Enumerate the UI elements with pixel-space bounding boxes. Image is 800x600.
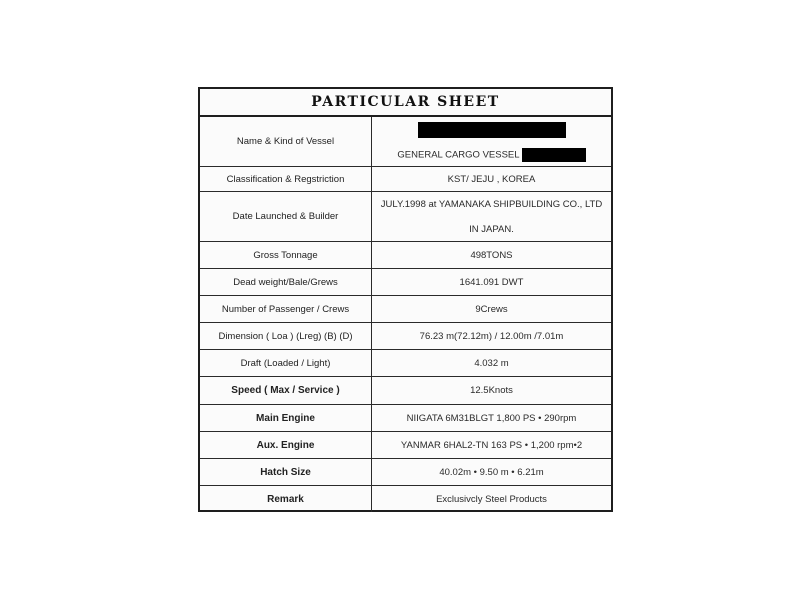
table-row (200, 117, 611, 167)
row-label: Gross Tonnage (200, 242, 372, 268)
row-value: 12.5Knots (470, 385, 513, 396)
row-label: Aux. Engine (200, 432, 372, 458)
vessel-kind: GENERAL CARGO VESSEL (397, 149, 520, 161)
table-row (200, 323, 611, 350)
row-label: Date Launched & Builder (200, 192, 372, 241)
builder-country: IN JAPAN. (469, 223, 514, 235)
row-label: Number of Passenger / Crews (200, 296, 372, 322)
table-row (200, 486, 611, 512)
row-value: KST/ JEJU , KOREA (447, 173, 536, 185)
row-label: Name & Kind of Vessel (200, 117, 372, 166)
row-label: Hatch Size (200, 459, 372, 485)
row-value: Exclusivcly Steel Products (436, 493, 547, 505)
table-row (200, 296, 611, 323)
table-row (200, 350, 611, 377)
redacted-vessel-suffix (522, 148, 586, 162)
row-value: 498TONS (470, 249, 513, 261)
table-row (200, 405, 611, 432)
row-value: 40.02m • 9.50 m • 6.21m (439, 466, 544, 478)
row-value: 9Crews (475, 303, 508, 315)
row-label: Remark (200, 486, 372, 512)
row-value (372, 192, 611, 241)
table-row (200, 269, 611, 296)
row-label: Draft (Loaded / Light) (200, 350, 372, 376)
row-value: 76.23 m(72.12m) / 12.00m /7.01m (419, 330, 564, 342)
row-label: Dead weight/Bale/Grews (200, 269, 372, 295)
row-value: YANMAR 6HAL2-TN 163 PS • 1,200 rpm•2 (400, 439, 583, 451)
table-row (200, 242, 611, 269)
row-label: Dimension ( Loa ) (Lreg) (B) (D) (200, 323, 372, 349)
row-label: Speed ( Max / Service ) (200, 377, 372, 404)
table-row (200, 432, 611, 459)
particulars-table (200, 117, 611, 512)
row-label: Main Engine (200, 405, 372, 431)
row-value: NIIGATA 6M31BLGT 1,800 PS • 290rpm (406, 412, 577, 424)
row-value (372, 117, 611, 166)
table-row (200, 377, 611, 405)
table-row (200, 459, 611, 486)
row-value: 4.032 m (474, 357, 509, 369)
table-row (200, 192, 611, 242)
particular-sheet (198, 87, 613, 512)
table-row (200, 167, 611, 192)
launch-date-builder: JULY.1998 at YAMANAKA SHIPBUILDING CO., LTD (380, 198, 603, 210)
redacted-vessel-name (418, 122, 566, 138)
sheet-title: PARTICULAR SHEET (200, 89, 611, 117)
row-value: 1641.091 DWT (459, 276, 524, 288)
row-label: Classification & Regstriction (200, 167, 372, 191)
